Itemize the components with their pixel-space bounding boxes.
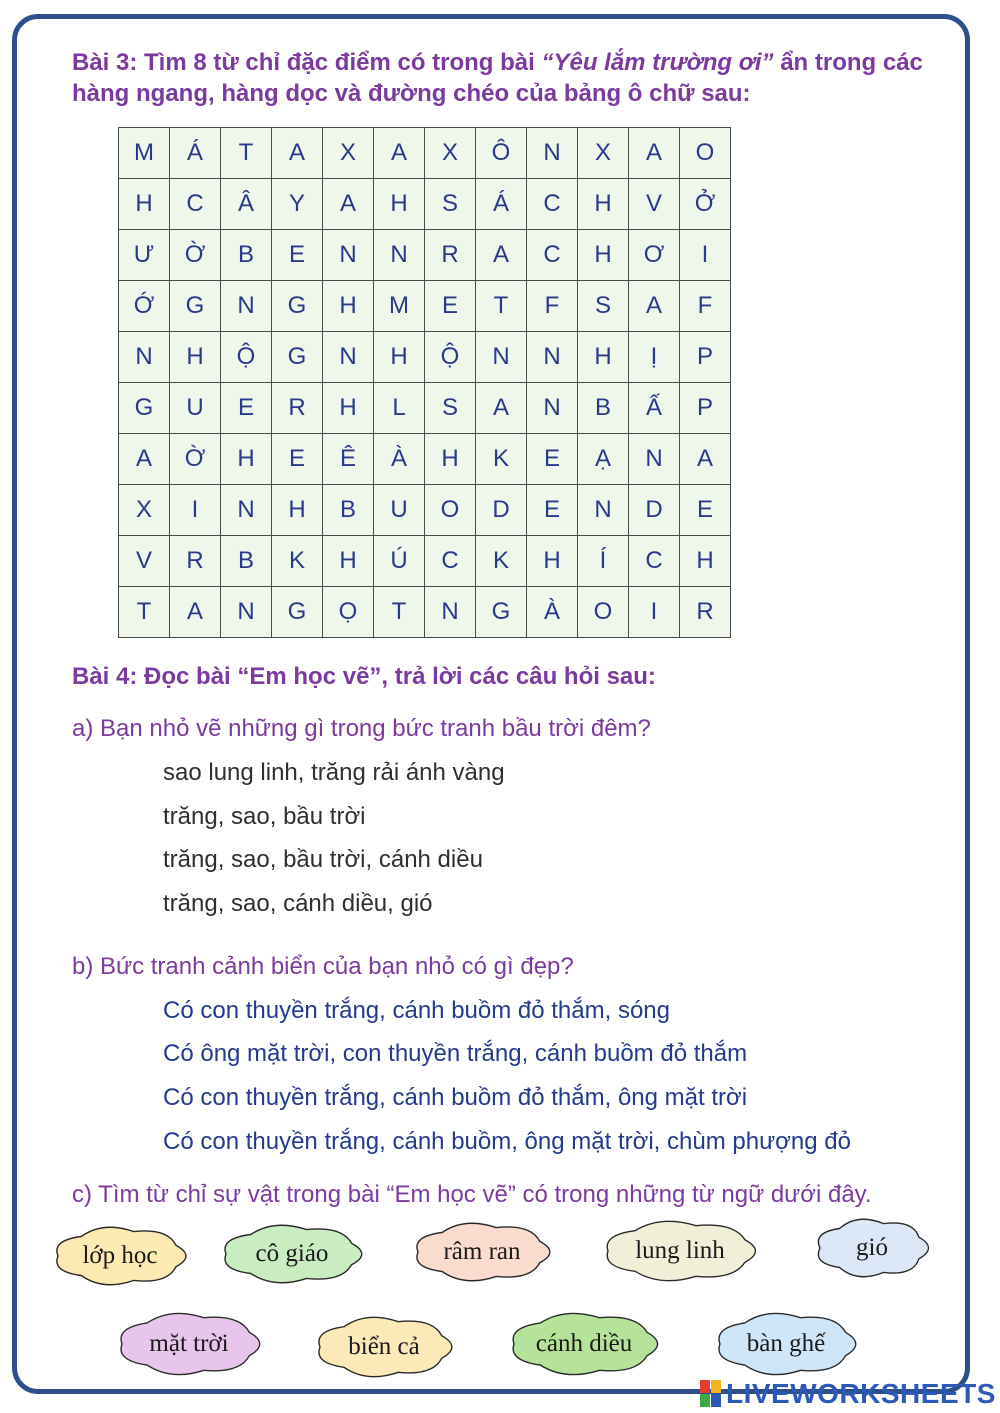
grid-cell[interactable]: Ư <box>119 230 170 281</box>
grid-cell[interactable]: E <box>272 434 323 485</box>
question-b: b) Bức tranh cảnh biển của bạn nhỏ có gì đẹp? <box>72 953 574 980</box>
grid-cell[interactable]: D <box>476 485 527 536</box>
grid-cell[interactable]: N <box>221 587 272 638</box>
grid-cell[interactable]: Ộ <box>221 332 272 383</box>
cloud-label: gió <box>856 1234 888 1261</box>
cloud-word-mat-troi[interactable] <box>114 1310 264 1378</box>
cloud-word-ram-ran[interactable] <box>410 1220 554 1284</box>
grid-cell[interactable]: Â <box>221 179 272 230</box>
cloud-label: cánh diều <box>535 1330 633 1357</box>
grid-cell[interactable]: N <box>323 332 374 383</box>
grid-cell[interactable]: S <box>578 281 629 332</box>
grid-cell[interactable]: Ấ <box>629 383 680 434</box>
grid-cell[interactable]: E <box>272 230 323 281</box>
grid-cell[interactable]: B <box>323 485 374 536</box>
grid-cell[interactable]: Y <box>272 179 323 230</box>
grid-cell[interactable]: Ơ <box>629 230 680 281</box>
grid-cell[interactable]: G <box>476 587 527 638</box>
grid-cell[interactable]: G <box>272 332 323 383</box>
grid-cell[interactable]: E <box>221 383 272 434</box>
grid-cell[interactable]: I <box>170 485 221 536</box>
grid-cell[interactable]: A <box>629 281 680 332</box>
option-a-3[interactable]: trăng, sao, bầu trời, cánh diều <box>163 846 483 873</box>
grid-cell[interactable]: H <box>323 281 374 332</box>
grid-row <box>119 587 731 638</box>
cloud-word-lop-hoc[interactable] <box>50 1224 190 1288</box>
grid-cell[interactable]: N <box>119 332 170 383</box>
grid-cell[interactable]: H <box>323 383 374 434</box>
grid-cell[interactable]: K <box>272 536 323 587</box>
grid-cell[interactable]: N <box>374 230 425 281</box>
option-b-4[interactable]: Có con thuyền trắng, cánh buồm, ông mặt trời, chùm phượng đỏ <box>163 1128 851 1155</box>
grid-cell[interactable]: X <box>323 128 374 179</box>
grid-cell[interactable]: E <box>680 485 731 536</box>
grid-cell[interactable]: A <box>272 128 323 179</box>
cloud-label: mặt trời <box>149 1330 229 1357</box>
grid-cell[interactable]: B <box>221 536 272 587</box>
grid-cell[interactable]: G <box>119 383 170 434</box>
grid-cell[interactable]: I <box>629 587 680 638</box>
cloud-word-co-giao[interactable] <box>218 1222 366 1286</box>
grid-cell[interactable]: H <box>680 536 731 587</box>
cloud-word-canh-dieu[interactable] <box>506 1310 662 1378</box>
question-a: a) Bạn nhỏ vẽ những gì trong bức tranh bầu trời đêm? <box>72 715 651 742</box>
option-a-4[interactable]: trăng, sao, cánh diều, gió <box>163 890 433 917</box>
grid-cell[interactable]: A <box>476 230 527 281</box>
bai4-title: Bài 4: Đọc bài “Em học vẽ”, trả lời các câu hỏi sau: <box>72 663 656 690</box>
grid-cell[interactable]: E <box>527 485 578 536</box>
grid-cell[interactable]: A <box>323 179 374 230</box>
bai3-title-prefix: Bài 3: Tìm 8 từ chỉ đặc điểm có trong bài <box>72 49 542 76</box>
grid-cell[interactable]: A <box>476 383 527 434</box>
grid-cell[interactable]: U <box>374 485 425 536</box>
grid-cell[interactable]: N <box>323 230 374 281</box>
grid-cell[interactable]: F <box>680 281 731 332</box>
grid-cell[interactable]: C <box>629 536 680 587</box>
grid-cell[interactable]: R <box>680 587 731 638</box>
grid-cell[interactable]: C <box>527 230 578 281</box>
option-b-1[interactable]: Có con thuyền trắng, cánh buồm đỏ thắm, sóng <box>163 997 670 1024</box>
grid-cell[interactable]: R <box>425 230 476 281</box>
grid-cell[interactable]: N <box>527 332 578 383</box>
grid-cell[interactable]: Í <box>578 536 629 587</box>
grid-row <box>119 332 731 383</box>
option-a-1[interactable]: sao lung linh, trăng rải ánh vàng <box>163 759 505 786</box>
grid-cell[interactable]: A <box>629 128 680 179</box>
grid-cell[interactable]: H <box>221 434 272 485</box>
grid-cell[interactable]: Á <box>476 179 527 230</box>
cloud-word-gio[interactable] <box>812 1216 932 1280</box>
cloud-word-bien-ca[interactable] <box>312 1314 456 1380</box>
cloud-label: lớp học <box>82 1242 158 1269</box>
grid-cell[interactable]: L <box>374 383 425 434</box>
grid-cell[interactable]: V <box>119 536 170 587</box>
grid-cell[interactable]: N <box>221 485 272 536</box>
grid-cell[interactable]: C <box>170 179 221 230</box>
grid-cell[interactable]: O <box>578 587 629 638</box>
grid-cell[interactable]: Ờ <box>170 434 221 485</box>
grid-cell[interactable]: H <box>170 332 221 383</box>
grid-cell[interactable]: T <box>476 281 527 332</box>
grid-cell[interactable]: N <box>527 128 578 179</box>
grid-row <box>119 281 731 332</box>
grid-cell[interactable]: P <box>680 383 731 434</box>
grid-cell[interactable]: N <box>527 383 578 434</box>
grid-cell[interactable]: H <box>527 536 578 587</box>
grid-cell[interactable]: D <box>629 485 680 536</box>
cloud-label: cô giáo <box>255 1240 329 1267</box>
grid-row <box>119 128 731 179</box>
grid-cell[interactable]: Ờ <box>170 230 221 281</box>
grid-cell[interactable]: H <box>578 332 629 383</box>
grid-cell[interactable]: H <box>425 434 476 485</box>
option-b-3[interactable]: Có con thuyền trắng, cánh buồm đỏ thắm, ông mặt trời <box>163 1084 748 1111</box>
logo-text: LIVEWORKSHEETS <box>726 1378 996 1409</box>
grid-cell[interactable]: A <box>119 434 170 485</box>
cloud-label: râm ran <box>443 1238 521 1265</box>
grid-cell[interactable]: A <box>170 587 221 638</box>
grid-cell[interactable]: T <box>374 587 425 638</box>
grid-cell[interactable]: H <box>323 536 374 587</box>
grid-cell[interactable]: Ạ <box>578 434 629 485</box>
grid-cell[interactable]: N <box>629 434 680 485</box>
grid-cell[interactable]: S <box>425 383 476 434</box>
grid-cell[interactable]: N <box>221 281 272 332</box>
grid-cell[interactable]: T <box>119 587 170 638</box>
grid-cell[interactable]: À <box>374 434 425 485</box>
question-c: c) Tìm từ chỉ sự vật trong bài “Em học vẽ” có trong những từ ngữ dưới đây. <box>72 1181 872 1208</box>
grid-cell[interactable]: K <box>476 434 527 485</box>
grid-cell[interactable]: N <box>425 587 476 638</box>
grid-row <box>119 485 731 536</box>
grid-cell[interactable]: C <box>527 179 578 230</box>
cloud-word-lung-linh[interactable] <box>600 1218 760 1284</box>
grid-cell[interactable]: Ở <box>680 179 731 230</box>
grid-row <box>119 179 731 230</box>
grid-cell[interactable]: E <box>425 281 476 332</box>
grid-cell[interactable]: P <box>680 332 731 383</box>
grid-cell[interactable]: M <box>119 128 170 179</box>
grid-cell[interactable]: X <box>119 485 170 536</box>
option-a-2[interactable]: trăng, sao, bầu trời <box>163 803 366 830</box>
grid-cell[interactable]: G <box>170 281 221 332</box>
grid-cell[interactable]: V <box>629 179 680 230</box>
grid-cell[interactable]: E <box>527 434 578 485</box>
grid-cell[interactable]: Ê <box>323 434 374 485</box>
grid-cell[interactable]: R <box>170 536 221 587</box>
cloud-label: bàn ghế <box>746 1330 826 1357</box>
grid-cell[interactable]: O <box>425 485 476 536</box>
grid-cell[interactable]: H <box>374 332 425 383</box>
grid-cell[interactable]: U <box>170 383 221 434</box>
grid-cell[interactable]: H <box>272 485 323 536</box>
grid-cell[interactable]: Ô <box>476 128 527 179</box>
bai3-title-italic: “Yêu lắm trường ơi” <box>541 49 774 76</box>
grid-cell[interactable]: A <box>374 128 425 179</box>
grid-cell[interactable]: G <box>272 587 323 638</box>
grid-cell[interactable]: C <box>425 536 476 587</box>
grid-cell[interactable]: N <box>578 485 629 536</box>
option-b-2[interactable]: Có ông mặt trời, con thuyền trắng, cánh buồm đỏ thắm <box>163 1040 748 1067</box>
grid-row <box>119 434 731 485</box>
grid-row <box>119 230 731 281</box>
grid-cell[interactable]: H <box>578 179 629 230</box>
grid-cell[interactable]: K <box>476 536 527 587</box>
grid-cell[interactable]: X <box>425 128 476 179</box>
grid-cell[interactable]: G <box>272 281 323 332</box>
grid-cell[interactable]: Ộ <box>425 332 476 383</box>
grid-cell[interactable]: M <box>374 281 425 332</box>
grid-cell[interactable]: Ú <box>374 536 425 587</box>
cloud-word-ban-ghe[interactable] <box>712 1310 860 1378</box>
grid-row <box>119 536 731 587</box>
grid-cell[interactable]: Á <box>170 128 221 179</box>
grid-cell[interactable]: B <box>221 230 272 281</box>
word-search-grid <box>118 127 731 638</box>
grid-cell[interactable]: Ọ <box>323 587 374 638</box>
bai3-title <box>72 47 972 109</box>
liveworksheets-logo <box>700 1378 996 1410</box>
grid-cell[interactable]: H <box>578 230 629 281</box>
grid-cell[interactable]: H <box>119 179 170 230</box>
grid-cell[interactable]: S <box>425 179 476 230</box>
cloud-label: biển cả <box>348 1333 420 1360</box>
grid-cell[interactable]: R <box>272 383 323 434</box>
grid-cell[interactable]: À <box>527 587 578 638</box>
cloud-label: lung linh <box>635 1237 725 1264</box>
grid-cell[interactable]: O <box>680 128 731 179</box>
grid-cell[interactable]: F <box>527 281 578 332</box>
bai3-title-suffix: ẩn trong các hàng ngang, hàng dọc và đường chéo của bảng ô chữ sau: <box>72 49 923 107</box>
grid-cell[interactable]: A <box>680 434 731 485</box>
grid-cell[interactable]: B <box>578 383 629 434</box>
grid-cell[interactable]: H <box>374 179 425 230</box>
grid-cell[interactable]: N <box>476 332 527 383</box>
logo-mark-icon <box>700 1380 722 1408</box>
grid-row <box>119 383 731 434</box>
grid-cell[interactable]: I <box>680 230 731 281</box>
grid-cell[interactable]: Ớ <box>119 281 170 332</box>
grid-cell[interactable]: X <box>578 128 629 179</box>
grid-cell[interactable]: Ị <box>629 332 680 383</box>
grid-cell[interactable]: T <box>221 128 272 179</box>
